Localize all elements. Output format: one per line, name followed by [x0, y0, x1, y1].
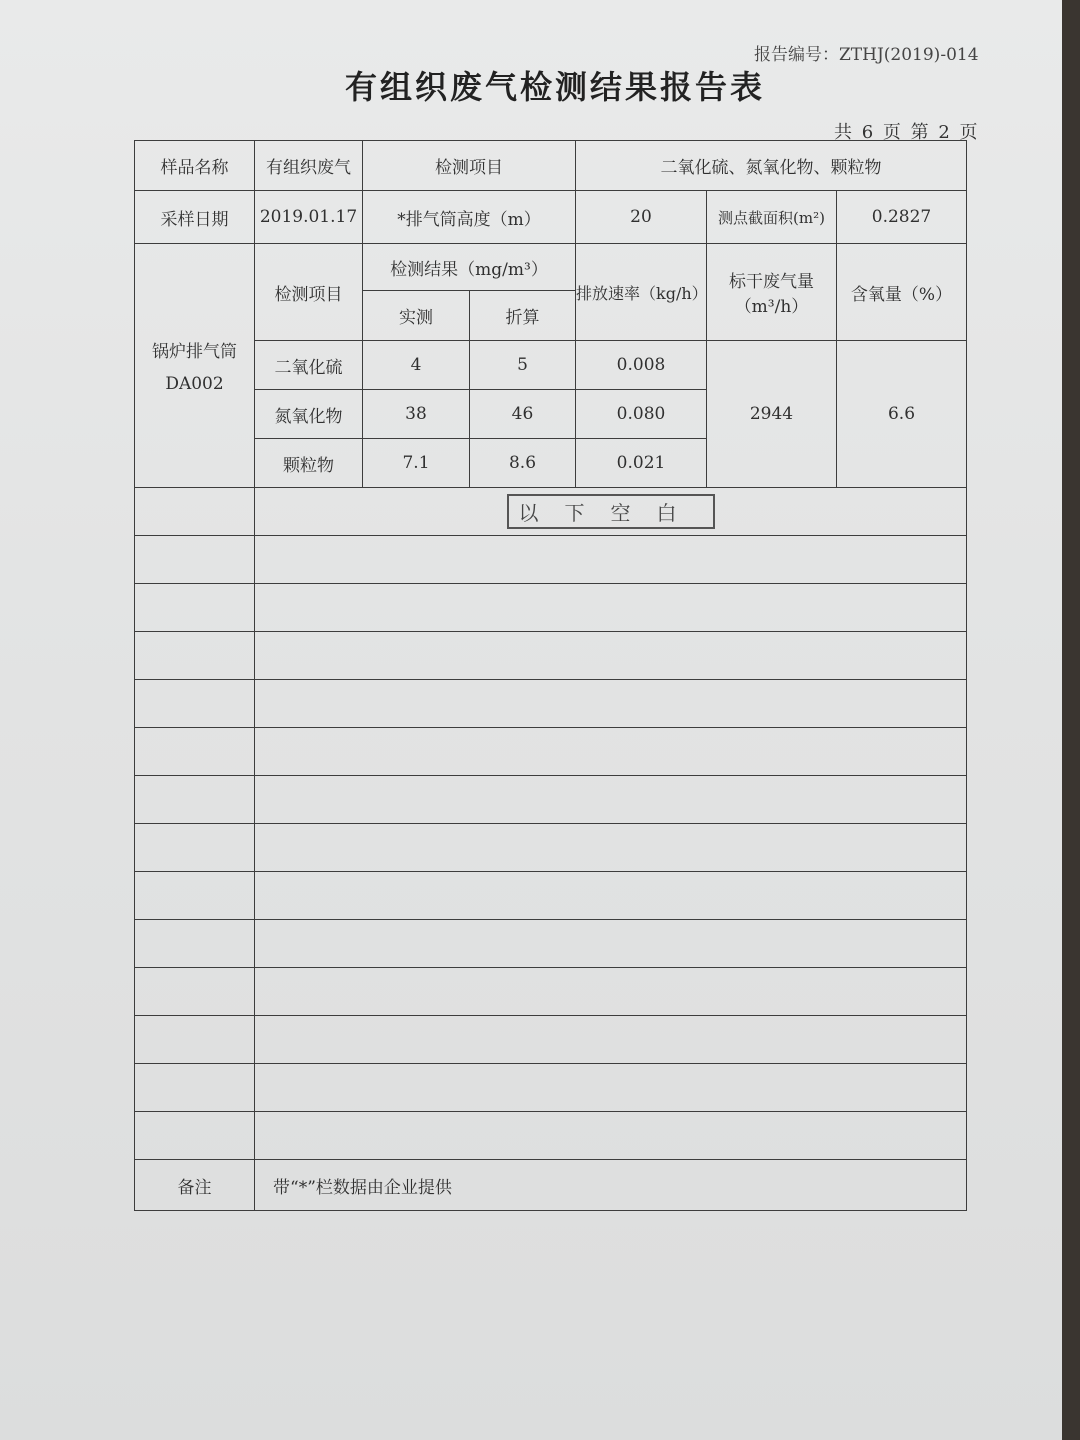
blank-cell: [135, 872, 255, 920]
col-measured-header: 实测: [363, 291, 470, 341]
blank-cell: [135, 680, 255, 728]
location-name: 锅炉排气筒: [152, 342, 237, 362]
report-number-value: ZTHJ(2019)-014: [839, 45, 979, 65]
blank-cell: [135, 728, 255, 776]
col-rate-header: 排放速率（kg/h）: [576, 244, 707, 341]
table-row: [135, 872, 967, 920]
note-text: 带“*”栏数据由企业提供: [255, 1160, 967, 1211]
sampling-date-label: 采样日期: [135, 191, 255, 244]
note-label: 备注: [135, 1160, 255, 1211]
table-row: [135, 341, 967, 390]
col-converted-header: 折算: [470, 291, 576, 341]
blank-cell: [255, 920, 967, 968]
stack-height-value: 20: [576, 191, 707, 244]
table-row: [135, 1160, 967, 1211]
row-rate: 0.080: [576, 390, 707, 439]
col-result-header: 检测结果（mg/m³）: [363, 244, 576, 291]
blank-cell: [135, 536, 255, 584]
blank-cell: [135, 776, 255, 824]
blank-cell: [255, 536, 967, 584]
section-area-value: 0.2827: [837, 191, 967, 244]
table-row: [135, 968, 967, 1016]
row-rate: 0.021: [576, 439, 707, 488]
sample-name-value: 有组织废气: [255, 141, 363, 191]
results-table: [134, 140, 967, 1211]
blank-cell: [255, 1112, 967, 1160]
col-item-header: 检测项目: [255, 244, 363, 341]
blank-stamp: 以下空白: [507, 494, 715, 529]
row-converted: 46: [470, 390, 576, 439]
row-measured: 38: [363, 390, 470, 439]
table-row: [135, 191, 967, 244]
blank-cell: [135, 488, 255, 536]
table-row: [135, 776, 967, 824]
row-converted: 5: [470, 341, 576, 390]
blank-cell: [255, 824, 967, 872]
location-cell: [135, 244, 255, 488]
row-converted: 8.6: [470, 439, 576, 488]
row-item: 氮氧化物: [255, 390, 363, 439]
table-row: [135, 244, 967, 291]
table-row: [135, 632, 967, 680]
row-rate: 0.008: [576, 341, 707, 390]
test-items-label: 检测项目: [363, 141, 576, 191]
table-row: [135, 1112, 967, 1160]
blank-cell: [135, 920, 255, 968]
table-row: [135, 536, 967, 584]
report-title: 有组织废气检测结果报告表: [344, 68, 765, 106]
row-measured: 7.1: [363, 439, 470, 488]
report-number-label: 报告编号：: [754, 45, 839, 65]
blank-cell: [255, 680, 967, 728]
table-row: [135, 141, 967, 191]
page-info: 共 6 页 第 2 页: [834, 122, 980, 143]
blank-cell: [255, 584, 967, 632]
blank-cell: [255, 632, 967, 680]
blank-cell: [255, 1016, 967, 1064]
row-item: 二氧化硫: [255, 341, 363, 390]
table-row: [135, 920, 967, 968]
blank-cell: [135, 968, 255, 1016]
table-row: [135, 1064, 967, 1112]
table-row: [135, 488, 967, 536]
oxygen-value: 6.6: [837, 341, 967, 488]
col-flow-title: 标干废气量: [729, 272, 814, 292]
col-flow-unit: （m³/h）: [734, 297, 809, 317]
col-oxygen-header: 含氧量（%）: [837, 244, 967, 341]
sample-name-label: 样品名称: [135, 141, 255, 191]
stack-height-label: *排气筒高度（m）: [363, 191, 576, 244]
blank-cell: [255, 776, 967, 824]
row-item: 颗粒物: [255, 439, 363, 488]
flow-value: 2944: [707, 341, 837, 488]
blank-cell: [255, 1064, 967, 1112]
sampling-date-value: 2019.01.17: [255, 191, 363, 244]
location-code: DA002: [165, 374, 224, 394]
table-row: [135, 1016, 967, 1064]
blank-cell: [135, 1016, 255, 1064]
table-row: [135, 584, 967, 632]
blank-cell: [255, 968, 967, 1016]
blank-cell: [135, 584, 255, 632]
blank-cell: [135, 1112, 255, 1160]
blank-stamp-cell: [255, 488, 967, 536]
section-area-label: 测点截面积(m²): [707, 191, 837, 244]
table-row: [135, 680, 967, 728]
test-items-value: 二氧化硫、氮氧化物、颗粒物: [576, 141, 967, 191]
blank-cell: [255, 728, 967, 776]
table-row: [135, 728, 967, 776]
blank-cell: [135, 1064, 255, 1112]
blank-cell: [135, 824, 255, 872]
row-measured: 4: [363, 341, 470, 390]
table-row: [135, 824, 967, 872]
col-flow-header: [707, 244, 837, 341]
blank-cell: [135, 632, 255, 680]
blank-cell: [255, 872, 967, 920]
